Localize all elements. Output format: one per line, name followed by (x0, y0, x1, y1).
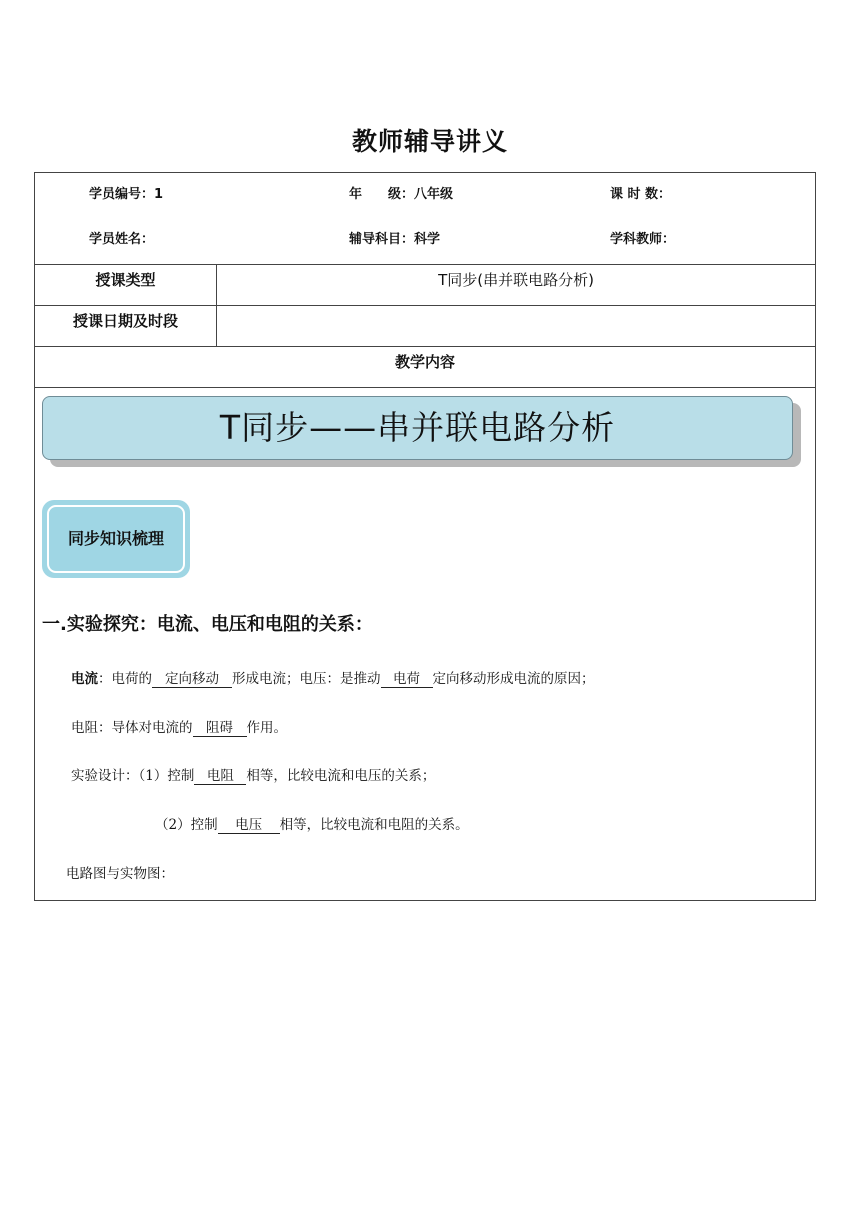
badge-label: 同步知识梳理 (47, 505, 185, 573)
answer-blank: 电荷 (381, 672, 433, 688)
row-divider (35, 264, 815, 265)
row-divider (35, 387, 815, 388)
lesson-hours: 课 时 数： (610, 187, 672, 202)
grade: 年 级：八年级 (349, 187, 454, 202)
content-line-current: 电流：电荷的 定向移动 形成电流；电压：是推动 电荷 定向移动形成电流的原因； (71, 671, 595, 687)
student-id: 学员编号：1 (89, 187, 164, 202)
page-title: 教师辅导讲义 (351, 127, 508, 156)
content-line-resistance: 电阻：导体对电流的 阻碍 作用。 (71, 720, 287, 736)
course-type-value: T同步(串并联电路分析) (438, 271, 594, 289)
subject-teacher: 学科教师： (610, 232, 676, 247)
answer-blank: 定向移动 (152, 672, 232, 688)
subject: 辅导科目：科学 (349, 232, 441, 247)
course-type-label: 授课类型 (95, 271, 156, 289)
row-divider (35, 305, 815, 306)
current-term: 电流 (71, 671, 98, 687)
content-line-design-2: （2）控制 电压 相等，比较电流和电阻的关系。 (155, 817, 469, 833)
section-badge (42, 500, 190, 578)
student-name: 学员姓名： (89, 232, 155, 247)
answer-blank: 阻碍 (193, 721, 247, 737)
teaching-content-label: 教学内容 (394, 353, 455, 371)
course-date-label: 授课日期及时段 (72, 312, 178, 330)
content-line-diagram: 电路图与实物图： (66, 866, 174, 882)
section-heading: 一.实验探究：电流、电压和电阻的关系： (42, 614, 373, 635)
row-divider (35, 346, 815, 347)
banner-title: T同步——串并联电路分析 (219, 408, 616, 447)
lesson-banner (42, 396, 793, 460)
answer-blank: 电阻 (194, 769, 246, 785)
answer-blank: 电压 (218, 818, 280, 834)
content-line-design-1: 实验设计：（1）控制 电阻 相等，比较电流和电压的关系； (71, 768, 436, 784)
lesson-table (34, 172, 816, 901)
